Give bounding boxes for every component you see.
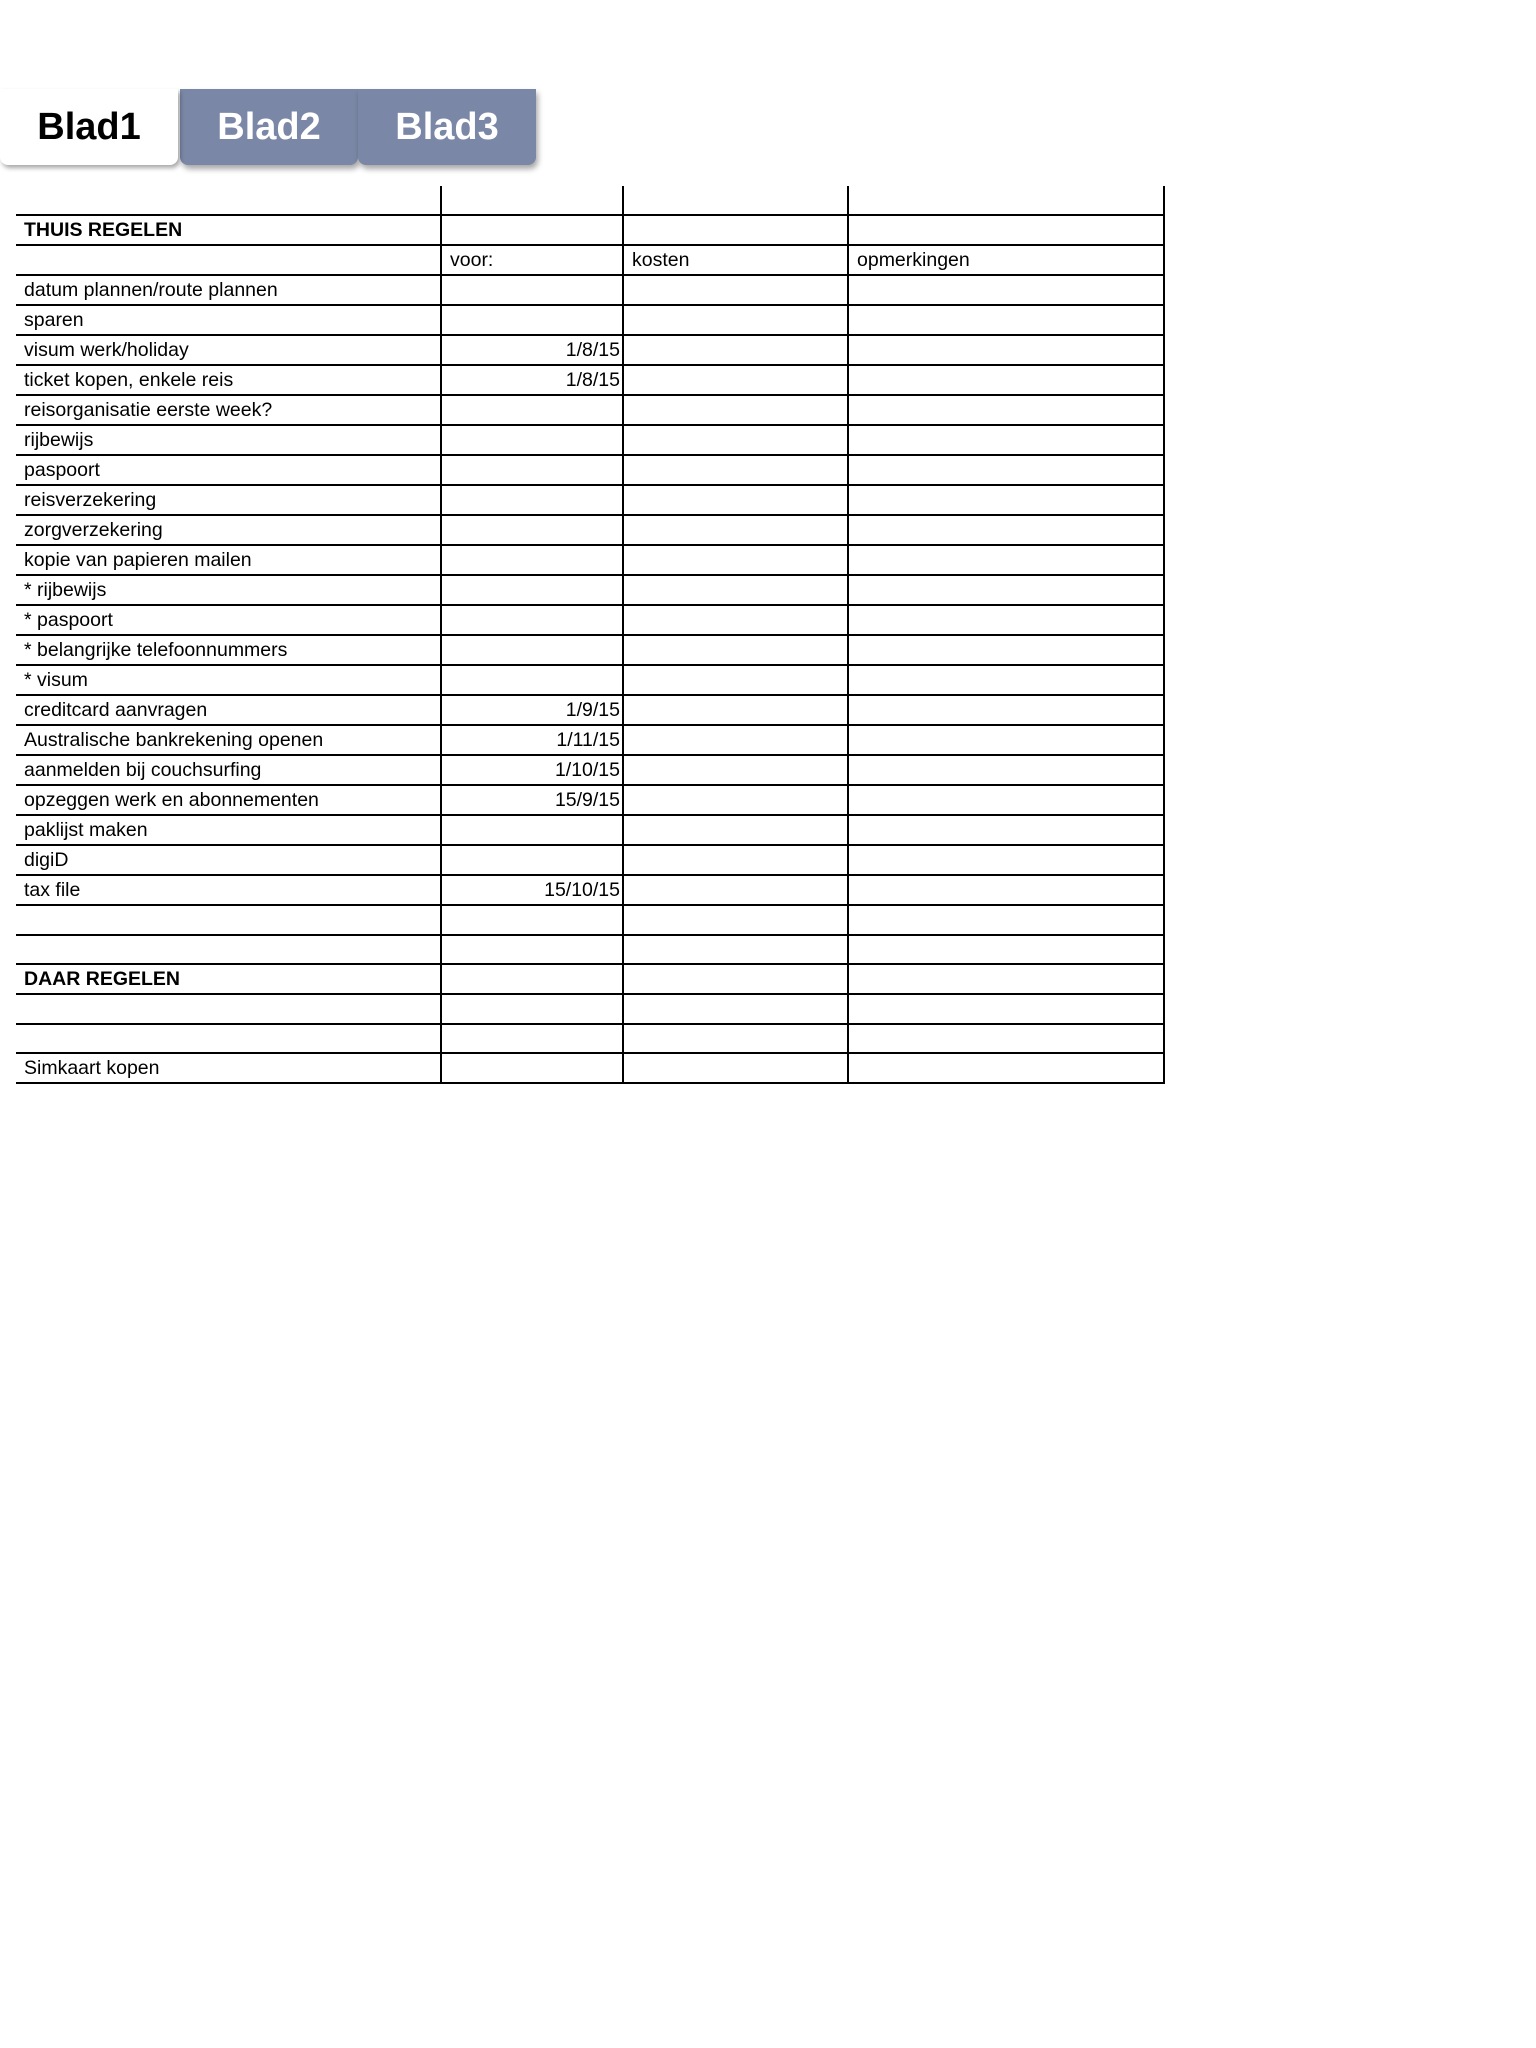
- cell-d27[interactable]: [848, 964, 1164, 994]
- table-row: [16, 755, 1164, 785]
- cell-a8[interactable]: reisorganisatie eerste week?: [16, 395, 441, 425]
- cell-b11[interactable]: [441, 485, 623, 515]
- cell-b12[interactable]: [441, 515, 623, 545]
- cell-b30[interactable]: [441, 1053, 623, 1083]
- cell-c15[interactable]: [623, 605, 848, 635]
- cell-d2[interactable]: [848, 215, 1164, 245]
- cell-a2[interactable]: THUIS REGELEN: [16, 215, 441, 245]
- cell-b28[interactable]: [441, 994, 623, 1023]
- cell-a10[interactable]: paspoort: [16, 455, 441, 485]
- cell-d15[interactable]: [848, 605, 1164, 635]
- table-row: [16, 395, 1164, 425]
- cell-d19[interactable]: [848, 725, 1164, 755]
- cell-d1[interactable]: [848, 186, 1164, 215]
- table-row: [16, 1053, 1164, 1083]
- cell-d5[interactable]: [848, 305, 1164, 335]
- cell-c3[interactable]: kosten: [623, 245, 848, 275]
- cell-a26[interactable]: [16, 935, 441, 964]
- cell-b24[interactable]: 15/10/15: [441, 875, 623, 905]
- cell-a11[interactable]: reisverzekering: [16, 485, 441, 515]
- cell-c23[interactable]: [623, 845, 848, 875]
- cell-d29[interactable]: [848, 1024, 1164, 1053]
- table-row: [16, 485, 1164, 515]
- cell-a20[interactable]: aanmelden bij couchsurfing: [16, 755, 441, 785]
- cell-c18[interactable]: [623, 695, 848, 725]
- cell-c7[interactable]: [623, 365, 848, 395]
- cell-b16[interactable]: [441, 635, 623, 665]
- cell-a23[interactable]: digiD: [16, 845, 441, 875]
- spreadsheet-grid: [16, 186, 1164, 1084]
- cell-c6[interactable]: [623, 335, 848, 365]
- cell-d22[interactable]: [848, 815, 1164, 845]
- cell-d8[interactable]: [848, 395, 1164, 425]
- cell-b26[interactable]: [441, 935, 623, 964]
- cell-table: [16, 186, 1165, 1084]
- cell-a28[interactable]: [16, 994, 441, 1023]
- cell-b22[interactable]: [441, 815, 623, 845]
- cell-d11[interactable]: [848, 485, 1164, 515]
- cell-c10[interactable]: [623, 455, 848, 485]
- cell-a30[interactable]: Simkaart kopen: [16, 1053, 441, 1083]
- cell-b17[interactable]: [441, 665, 623, 695]
- cell-c24[interactable]: [623, 875, 848, 905]
- table-row: [16, 215, 1164, 245]
- table-row: [16, 605, 1164, 635]
- cell-d7[interactable]: [848, 365, 1164, 395]
- cell-a14[interactable]: * rijbewijs: [16, 575, 441, 605]
- table-row: [16, 695, 1164, 725]
- cell-d24[interactable]: [848, 875, 1164, 905]
- cell-b27[interactable]: [441, 964, 623, 994]
- cell-c8[interactable]: [623, 395, 848, 425]
- cell-c26[interactable]: [623, 935, 848, 964]
- cell-a3[interactable]: [16, 245, 441, 275]
- cell-c19[interactable]: [623, 725, 848, 755]
- table-row: [16, 905, 1164, 934]
- cell-c30[interactable]: [623, 1053, 848, 1083]
- cell-a27[interactable]: DAAR REGELEN: [16, 964, 441, 994]
- sheet-tab-bar: [0, 89, 540, 167]
- cell-a4[interactable]: datum plannen/route plannen: [16, 275, 441, 305]
- cell-b23[interactable]: [441, 845, 623, 875]
- cell-a13[interactable]: kopie van papieren mailen: [16, 545, 441, 575]
- table-row: [16, 515, 1164, 545]
- cell-c9[interactable]: [623, 425, 848, 455]
- cell-c12[interactable]: [623, 515, 848, 545]
- cell-d30[interactable]: [848, 1053, 1164, 1083]
- cell-d3[interactable]: opmerkingen: [848, 245, 1164, 275]
- table-row: [16, 994, 1164, 1023]
- cell-b3[interactable]: voor:: [441, 245, 623, 275]
- cell-b5[interactable]: [441, 305, 623, 335]
- table-row: [16, 335, 1164, 365]
- table-row: [16, 305, 1164, 335]
- cell-a16[interactable]: * belangrijke telefoonnummers: [16, 635, 441, 665]
- cell-d17[interactable]: [848, 665, 1164, 695]
- cell-b10[interactable]: [441, 455, 623, 485]
- cell-b13[interactable]: [441, 545, 623, 575]
- cell-c13[interactable]: [623, 545, 848, 575]
- table-row: [16, 455, 1164, 485]
- cell-d13[interactable]: [848, 545, 1164, 575]
- cell-b1[interactable]: [441, 186, 623, 215]
- cell-c29[interactable]: [623, 1024, 848, 1053]
- cell-b29[interactable]: [441, 1024, 623, 1053]
- cell-b15[interactable]: [441, 605, 623, 635]
- cell-d26[interactable]: [848, 935, 1164, 964]
- cell-d4[interactable]: [848, 275, 1164, 305]
- cell-a12[interactable]: zorgverzekering: [16, 515, 441, 545]
- cell-d9[interactable]: [848, 425, 1164, 455]
- cell-b8[interactable]: [441, 395, 623, 425]
- cell-d25[interactable]: [848, 905, 1164, 934]
- cell-b4[interactable]: [441, 275, 623, 305]
- table-row: [16, 935, 1164, 964]
- cell-c27[interactable]: [623, 964, 848, 994]
- cell-c4[interactable]: [623, 275, 848, 305]
- cell-c11[interactable]: [623, 485, 848, 515]
- table-row: [16, 725, 1164, 755]
- cell-a7[interactable]: ticket kopen, enkele reis: [16, 365, 441, 395]
- cell-b18[interactable]: 1/9/15: [441, 695, 623, 725]
- table-row: [16, 635, 1164, 665]
- cell-d23[interactable]: [848, 845, 1164, 875]
- cell-b20[interactable]: 1/10/15: [441, 755, 623, 785]
- cell-a6[interactable]: visum werk/holiday: [16, 335, 441, 365]
- cell-a18[interactable]: creditcard aanvragen: [16, 695, 441, 725]
- cell-a24[interactable]: tax file: [16, 875, 441, 905]
- cell-c16[interactable]: [623, 635, 848, 665]
- table-row: [16, 545, 1164, 575]
- cell-c1[interactable]: [623, 186, 848, 215]
- cell-a1[interactable]: [16, 186, 441, 215]
- table-row: [16, 245, 1164, 275]
- cell-d21[interactable]: [848, 785, 1164, 815]
- cell-d18[interactable]: [848, 695, 1164, 725]
- cell-b7[interactable]: 1/8/15: [441, 365, 623, 395]
- cell-c22[interactable]: [623, 815, 848, 845]
- cell-c28[interactable]: [623, 994, 848, 1023]
- cell-c5[interactable]: [623, 305, 848, 335]
- cell-a9[interactable]: rijbewijs: [16, 425, 441, 455]
- cell-b19[interactable]: 1/11/15: [441, 725, 623, 755]
- tab-blad1[interactable]: Blad1: [0, 89, 178, 165]
- tab-blad3[interactable]: Blad3: [358, 89, 536, 165]
- cell-c20[interactable]: [623, 755, 848, 785]
- cell-d10[interactable]: [848, 455, 1164, 485]
- cell-c21[interactable]: [623, 785, 848, 815]
- cell-a29[interactable]: [16, 1024, 441, 1053]
- table-row: [16, 665, 1164, 695]
- cell-a21[interactable]: opzeggen werk en abonnementen: [16, 785, 441, 815]
- cell-b21[interactable]: 15/9/15: [441, 785, 623, 815]
- cell-a17[interactable]: * visum: [16, 665, 441, 695]
- cell-c25[interactable]: [623, 905, 848, 934]
- cell-d28[interactable]: [848, 994, 1164, 1023]
- table-row: [16, 425, 1164, 455]
- cell-d16[interactable]: [848, 635, 1164, 665]
- table-row: [16, 815, 1164, 845]
- cell-b2[interactable]: [441, 215, 623, 245]
- cell-a19[interactable]: Australische bankrekening openen: [16, 725, 441, 755]
- cell-a15[interactable]: * paspoort: [16, 605, 441, 635]
- cell-c2[interactable]: [623, 215, 848, 245]
- cell-d14[interactable]: [848, 575, 1164, 605]
- cell-b25[interactable]: [441, 905, 623, 934]
- cell-d12[interactable]: [848, 515, 1164, 545]
- cell-a5[interactable]: sparen: [16, 305, 441, 335]
- tab-blad2[interactable]: Blad2: [180, 89, 358, 165]
- table-row: [16, 365, 1164, 395]
- cell-d20[interactable]: [848, 755, 1164, 785]
- cell-a22[interactable]: paklijst maken: [16, 815, 441, 845]
- cell-b14[interactable]: [441, 575, 623, 605]
- cell-a25[interactable]: [16, 905, 441, 934]
- table-row: [16, 785, 1164, 815]
- cell-b9[interactable]: [441, 425, 623, 455]
- cell-d6[interactable]: [848, 335, 1164, 365]
- table-row: [16, 875, 1164, 905]
- cell-c17[interactable]: [623, 665, 848, 695]
- cell-c14[interactable]: [623, 575, 848, 605]
- table-row: [16, 1024, 1164, 1053]
- table-row: [16, 575, 1164, 605]
- table-row: [16, 845, 1164, 875]
- cell-b6[interactable]: 1/8/15: [441, 335, 623, 365]
- table-row: [16, 186, 1164, 215]
- table-row: [16, 964, 1164, 994]
- table-row: [16, 275, 1164, 305]
